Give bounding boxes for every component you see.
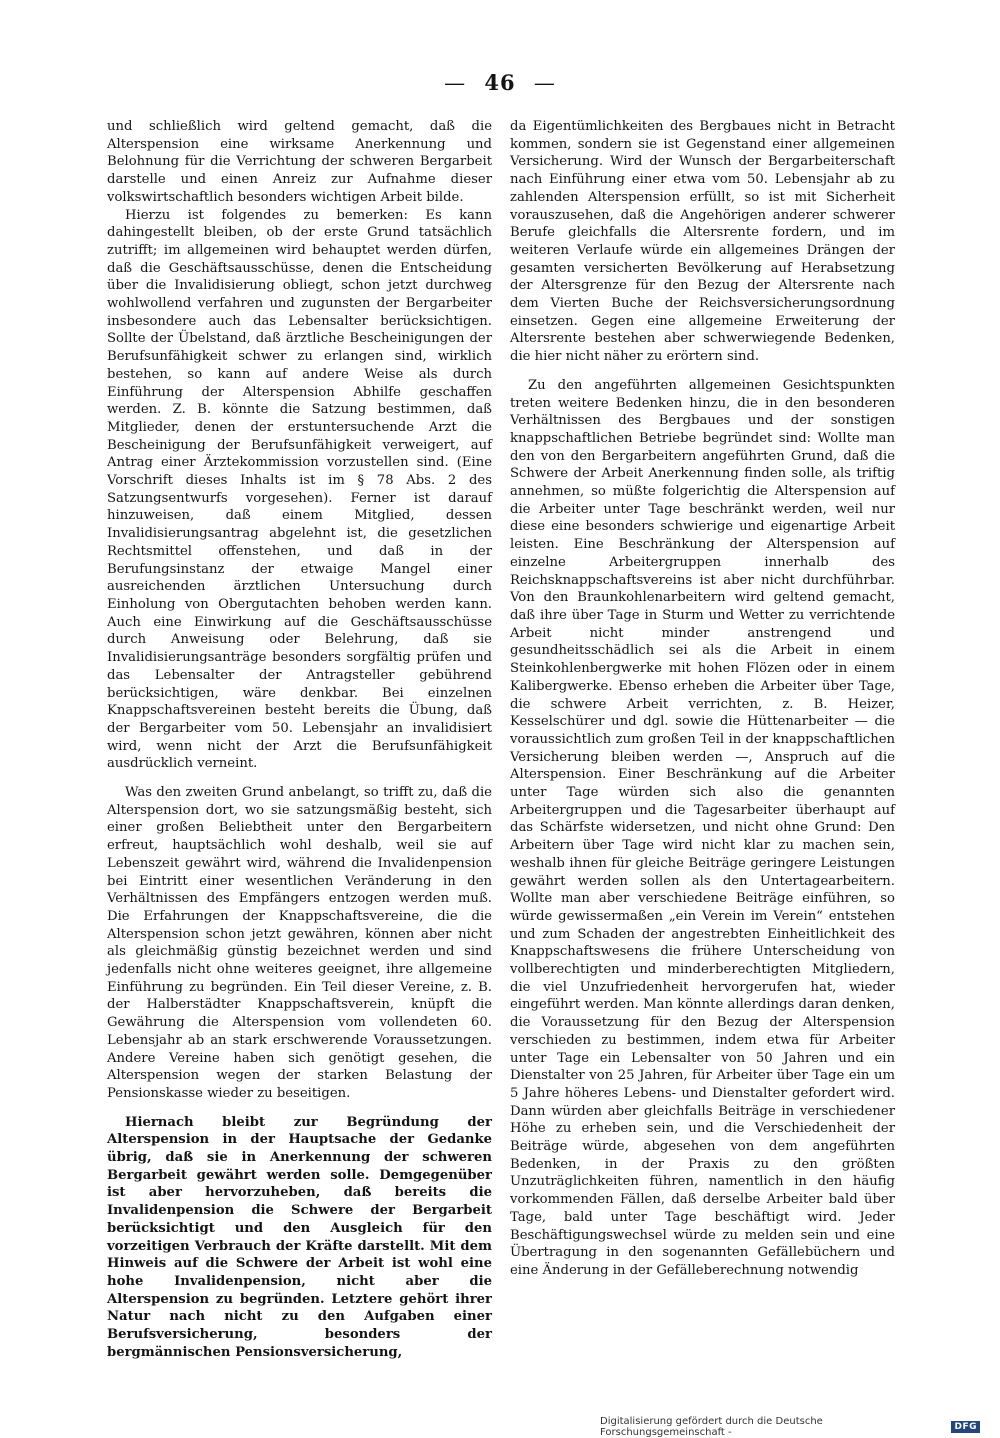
header-dash-right: —: [533, 71, 556, 95]
paragraph: Hierzu ist folgendes zu bemerken: Es kann dahingestellt bleiben, ob der erste Grund tatsächlich zutrifft; im allgemeinen wird behauptet werden dürfen, daß die Geschäftsausschüsse, denen die Entscheidung über die Invalidisierung obliegt, schon jetzt durchweg wohlwollend verfahren und zugunsten der Bergarbeiter insbesondere auch das Lebensalter berücksichtigen. Sollte der Übelstand, daß ärztliche Bescheinigungen der Berufsunfähigkeit schwer zu erlangen sind, wirklich bestehen, so kann auf andere Weise als durch Einführung der Alterspension Abhilfe geschaffen werden. Z. B. könnte die Satzung bestimmen, daß Mitglieder, denen der erstuntersuchende Arzt die Bescheinigung der Berufsunfähigkeit verweigert, auf Antrag einer Ärztekommission vorzustellen sind. (Eine Vorschrift dieses Inhalts ist im § 78 Abs. 2 des Satzungsentwurfs vorgesehen). Ferner ist darauf hinzuweisen, daß einem Mitglied, dessen Invalidisierungsantrag abgelehnt ist, die gesetzlichen Rechtsmittel offenstehen, und daß in der Berufungsinstanz der etwaige Mangel einer ausreichenden ärztlichen Untersuchung durch Einholung von Obergutachten behoben werden kann. Auch eine Einwirkung auf die Geschäftsausschüsse durch Anweisung oder Belehrung, daß sie Invalidisierungsanträge besonders sorgfältig prüfen und das Lebensalter der Antragsteller gebührend berücksichtigen, wäre denkbar. Bei einzelnen Knappschaftsvereinen besteht bereits die Übung, daß der Bergarbeiter vom 50. Lebensjahr an invalidisiert wird, wenn nicht der Arzt die Berufsunfähigkeit ausdrücklich verneint.: [107, 207, 492, 772]
paragraph: Zu den angeführten allgemeinen Gesichtspunkten treten weitere Bedenken hinzu, die in den besonderen Verhältnissen des Bergbaues und der sonstigen knappschaftlichen Betriebe begründet sind: Wollte man den von den Bergarbeitern angeführten Grund, daß die Schwere der Arbeit Anerkennung finden solle, als triftig annehmen, so müßte folgerichtig die Alterspension auf die Arbeiter unter Tage beschränkt werden, weil nur diese eine besonders schwierige und eigenartige Arbeit leisten. Eine Beschränkung der Alterspension auf einzelne Arbeitergruppen innerhalb des Reichsknappschaftsvereins ist aber nicht durchführbar. Von den Braunkohlenarbeitern wird geltend gemacht, daß ihre über Tage in Sturm und Wetter zu verrichtende Arbeit nicht minder anstrengend und gesundheitsschädlich sei als die Arbeit in einem Steinkohlenbergwerke mit hohen Flözen oder in einem Kalibergwerke. Ebenso erheben die Arbeiter über Tage, die schwere Arbeit verrichten, z. B. Heizer, Kesselschürer und dgl. sowie die Hüttenarbeiter — die voraussichtlich zum großen Teil in der knappschaftlichen Versicherung bleiben werden —, Anspruch auf die Alterspension. Einer Beschränkung auf die Arbeiter unter Tage würden sich also die genannten Arbeitergruppen und die Tagesarbeiter überhaupt auf das Schärfste widersetzen, und nicht ohne Grund: Den Arbeitern über Tage wird nicht klar zu machen sein, weshalb ihnen für gleiche Beiträge geringere Leistungen gewährt werden sollen als den Untertagearbeitern. Wollte man aber verschiedene Beiträge einführen, so würde gewissermaßen „ein Verein im Verein“ entstehen und zum Schaden der angestrebten Einheitlichkeit des Knappschaftswesens die frühere Unterscheidung von vollberechtigten und minderberechtigten Mitgliedern, die viel Unzufriedenheit hervorgerufen hat, wieder eingeführt werden. Man könnte allerdings daran denken, die Voraussetzung für den Bezug der Alterspension verschieden zu bestimmen, indem etwa für Arbeiter unter Tage ein Lebensalter von 50 Jahren und ein Dienstalter von 25 Jahren, für Arbeiter über Tage ein um 5 Jahre höheres Lebens- und Dienstalter gefordert wird. Dann würden aber gleichfalls Beiträge in verschiedener Höhe zu erheben sein, und die Verschiedenheit der Beiträge würde, abgesehen von dem angeführten Bedenken, in der Praxis zu den größten Unzuträglichkeiten führen, namentlich in den häufig vorkommenden Fällen, daß derselbe Arbeiter bald über Tage, bald unter Tage beschäftigt wird. Jeder Beschäftigungswechsel würde zu melden sein und eine Übertragung in den sogenannten Gefällebüchern und eine Änderung in der Gefälleberechnung notwendig: [510, 377, 895, 1278]
right-column: [510, 118, 895, 1280]
left-column: [107, 118, 492, 1362]
paragraph: und schließlich wird geltend gemacht, daß die Alterspension eine wirksame Anerkennung und Belohnung für die Verrichtung der schweren Bergarbeit darstelle und einen Anreiz zur Aufnahme dieser volkswirtschaftlich besonders wichtigen Arbeit bilde.: [107, 119, 492, 205]
page-header: [0, 70, 1000, 95]
page-number: 46: [484, 70, 516, 95]
paragraph: Hiernach bleibt zur Begründung der Alterspension in der Hauptsache der Gedanke übrig, daß sie in Anerkennung der schweren Bergarbeit gewährt werden solle. Demgegenüber ist aber hervorzuheben, daß bereits die Invalidenpension die Schwere der Bergarbeit berücksichtigt und den Ausgleich für den vorzeitigen Verbrauch der Kräfte darstellt. Mit dem Hinweis auf die Schwere der Arbeit ist wohl eine hohe Invalidenpension, nicht aber die Alterspension zu begründen. Letztere gehört ihrer Natur nach nicht zu den Aufgaben einer Berufsversicherung, besonders der bergmännischen Pensionsversicherung,: [107, 1114, 492, 1360]
paragraph: Was den zweiten Grund anbelangt, so trifft zu, daß die Alterspension dort, wo sie satzungsmäßig besteht, sich einer großen Beliebtheit unter den Bergarbeitern erfreut, hauptsächlich wohl deshalb, weil sie auf Lebenszeit gewährt wird, während die Invalidenpension bei Eintritt einer wesentlichen Veränderung in den Verhältnissen des Empfängers entzogen werden muß. Die Erfahrungen der Knappschaftsvereine, die die Alterspension schon jetzt gewähren, können aber nicht als gleichmäßig günstig bezeichnet werden und sind jedenfalls nicht ohne weiteres geeignet, ihre allgemeine Einführung zu begründen. Ein Teil dieser Vereine, z. B. der Halberstädter Knappschaftsverein, knüpft die Gewährung die Alterspension vom vollendeten 60. Lebensjahr ab an stark erschwerende Voraussetzungen. Andere Vereine haben sich genötigt gesehen, die Alterspension wegen der starken Belastung der Pensionskasse wieder zu beseitigen.: [107, 785, 492, 1101]
paragraph: da Eigentümlichkeiten des Bergbaues nicht in Betracht kommen, sondern sie ist Gegenstand einer allgemeinen Versicherung. Wird der Wunsch der Bergarbeiterschaft nach Einführung einer etwa vom 50. Lebensjahr ab zu zahlenden Alterspension erfüllt, so ist mit Sicherheit vorauszusehen, daß die Angehörigen anderer schwerer Berufe gleichfalls die Altersrente fordern, und im weiteren Verlaufe würde ein allgemeines Drängen der gesamten versicherten Bevölkerung auf Herabsetzung der Altersgrenze für den Bezug der Altersrente nach dem Vierten Buche der Reichsversicherungsordnung einsetzen. Gegen eine allgemeine Erweiterung der Altersrente bestehen aber schwerwiegende Bedenken, die hier nicht näher zu erörtern sind.: [510, 119, 895, 365]
footer: [600, 1416, 980, 1438]
footer-credit: Digitalisierung gefördert durch die Deutsche Forschungsgemeinschaft -: [600, 1416, 823, 1438]
dfg-logo-icon: DFG: [951, 1421, 980, 1433]
header-dash-left: —: [444, 71, 467, 95]
